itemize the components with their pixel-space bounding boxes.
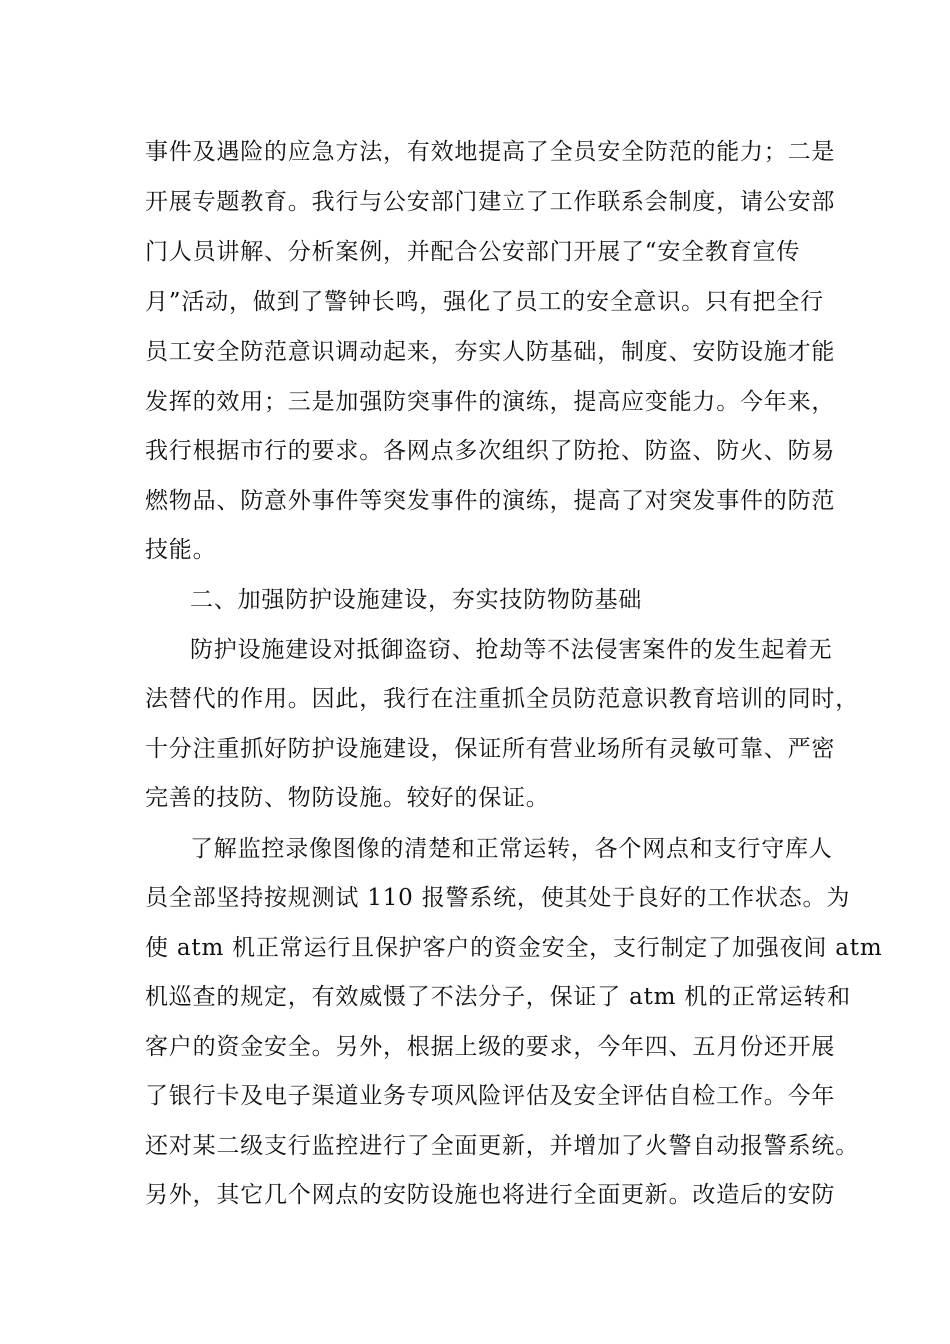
text-line: 燃物品、防意外事件等突发事件的演练，提高了对突发事件的防范 bbox=[145, 488, 836, 514]
text-line: 月”活动，做到了警钟长鸣，强化了员工的安全意识。只有把全行 bbox=[145, 289, 824, 315]
text-line: 法替代的作用。因此，我行在注重抓全员防范意识教育培训的同时， bbox=[145, 686, 859, 712]
text-line: 了解监控录像图像的清楚和正常运转，各个网点和支行守库人 bbox=[190, 836, 833, 862]
text-line: 还对某二级支行监控进行了全面更新，并增加了火警自动报警系统。 bbox=[145, 1133, 859, 1159]
text-line: 员工安全防范意识调动起来，夯实人防基础，制度、安防设施才能 bbox=[145, 339, 836, 365]
text-line: 防护设施建设对抵御盗窃、抢劫等不法侵害案件的发生起着无 bbox=[190, 637, 833, 663]
text-line: 客户的资金安全。另外，根据上级的要求，今年四、五月份还开展 bbox=[145, 1034, 836, 1060]
text-line: 十分注重抓好防护设施建设，保证所有营业场所有灵敏可靠、严密 bbox=[145, 736, 836, 762]
text-line: 另外，其它几个网点的安防设施也将进行全面更新。改造后的安防 bbox=[145, 1182, 836, 1208]
text-line: 完善的技防、物防设施。较好的保证。 bbox=[145, 785, 550, 811]
text-line: 事件及遇险的应急方法，有效地提高了全员安全防范的能力；二是 bbox=[145, 139, 836, 165]
text-line: 技能。 bbox=[145, 537, 217, 563]
section-heading: 二、加强防护设施建设，夯实技防物防基础 bbox=[190, 587, 643, 613]
text-line: 门人员讲解、分析案例，并配合公安部门开展了“安全教育宣传 bbox=[145, 239, 801, 265]
text-line: 发挥的效用；三是加强防突事件的演练，提高应变能力。今年来， bbox=[145, 389, 836, 415]
text-line: 了银行卡及电子渠道业务专项风险评估及安全评估自检工作。今年 bbox=[145, 1083, 836, 1109]
text-line: 员全部坚持按规测试 110 报警系统，使其处于良好的工作状态。为 bbox=[145, 885, 851, 911]
text-line: 使 atm 机正常运行且保护客户的资金安全，支行制定了加强夜间 atm bbox=[145, 935, 883, 961]
text-line: 机巡查的规定，有效威慑了不法分子，保证了 atm 机的正常运转和 bbox=[145, 984, 851, 1010]
text-line: 开展专题教育。我行与公安部门建立了工作联系会制度，请公安部 bbox=[145, 189, 836, 215]
text-line: 我行根据市行的要求。各网点多次组织了防抢、防盗、防火、防易 bbox=[145, 438, 836, 464]
